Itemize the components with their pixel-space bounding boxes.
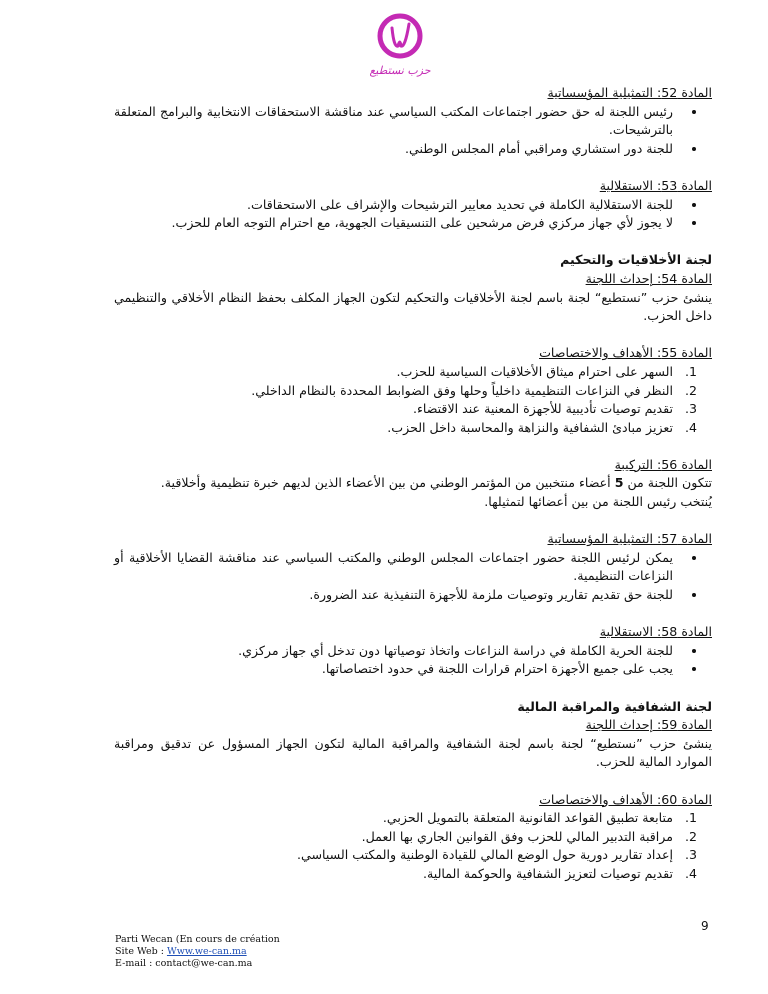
footer-party-name: Parti Wecan (En cours de création <box>115 934 280 945</box>
list-item: 3. تقديم توصيات تأديبية للأجهزة المعنية عند الاقتضاء. <box>114 400 681 419</box>
article-53-list <box>114 196 712 233</box>
list-item: 4. تعزيز مبادئ الشفافية والنزاهة والمحاسبة داخل الحزب. <box>114 419 681 438</box>
article-54-text: ينشئ حزب ”نستطيع“ لجنة باسم لجنة الأخلاقيات والتحكيم لتكون الجهاز المكلف بحفظ النظام الأخلاقي والتنظيمي داخل الحزب. <box>114 289 712 324</box>
list-item: 2. مراقبة التدبير المالي للحزب وفق القوانين الجاري بها العمل. <box>114 828 681 847</box>
list-item: • للجنة حق تقديم تقارير وتوصيات ملزمة للأجهزة التنفيذية عند الضرورة. <box>114 586 681 605</box>
list-item: • يجب على جميع الأجهزة احترام قرارات اللجنة في حدود اختصاصاتها. <box>114 660 681 679</box>
footer-website: Site Web : Www.we-can.ma <box>115 946 247 958</box>
list-item: 4. تقديم توصيات لتعزيز الشفافية والحوكمة المالية. <box>114 865 681 884</box>
list-item: • للجنة الاستقلالية الكاملة في تحديد معايير الترشيحات والإشراف على الاستحقاقات. <box>114 196 681 215</box>
website-link[interactable]: Www.we-can.ma <box>166 946 247 958</box>
section-heading-ethics: لجنة الأخلاقيات والتحكيم <box>560 252 712 268</box>
article-58-title: المادة 58: الاستقلالية <box>599 624 712 640</box>
list-item: • لا يجوز لأي جهاز مركزي فرض مرشحين على التنسيقيات الجهوية، مع احترام التوجه العام للحزب. <box>114 214 681 233</box>
wecan-logo-icon <box>368 8 432 80</box>
list-item: • للجنة دور استشاري ومراقبي أمام المجلس الوطني. <box>114 140 681 159</box>
footer-email: E-mail : contact@we-can.ma <box>115 958 253 970</box>
party-logo <box>368 8 432 80</box>
list-item: 1. السهر على احترام ميثاق الأخلاقيات السياسية للحزب. <box>114 363 681 382</box>
article-54-title: المادة 54: إحداث اللجنة <box>585 270 712 286</box>
footer <box>115 934 280 971</box>
article-57-list <box>114 549 712 605</box>
article-52-title: المادة 52: التمثيلية المؤسساتية <box>547 85 712 100</box>
document-body <box>114 84 712 884</box>
article-60-list <box>114 809 712 883</box>
article-60-title: المادة 60: الأهداف والاختصاصات <box>539 791 712 807</box>
page-number: 9 <box>701 919 709 933</box>
logo-text: حزب نستطيع <box>369 64 431 77</box>
article-52-list <box>114 103 712 159</box>
article-56-title: المادة 56: التركيبة <box>614 456 712 472</box>
article-56-text-2: يُنتخب رئيس اللجنة من بين أعضائها لتمثيلها. <box>484 494 712 510</box>
article-56-text: تتكون اللجنة من 5 أعضاء منتخبين من المؤتمر الوطني من بين الأعضاء الذين لديهم خبرة تنظيمية وأخلاقية. <box>160 475 712 491</box>
article-57-title: المادة 57: التمثيلية المؤسساتية <box>547 531 712 547</box>
list-item: 1. متابعة تطبيق القواعد القانونية المتعلقة بالتمويل الحزبي. <box>114 809 681 828</box>
article-59-text: ينشئ حزب ”نستطيع“ لجنة باسم لجنة الشفافية والمراقبة المالية لتكون الجهاز المسؤول عن تدقيق ومراقبة الموارد المالية للحزب. <box>114 735 712 770</box>
list-item: • يمكن لرئيس اللجنة حضور اجتماعات المجلس الوطني والمكتب السياسي عند مناقشة القضايا الأخلاقية أو النزاعات التنظيمية. <box>114 549 681 586</box>
article-55-title: المادة 55: الأهداف والاختصاصات <box>539 345 712 361</box>
article-58-list <box>114 642 712 679</box>
article-59-title: المادة 59: إحداث اللجنة <box>585 717 712 733</box>
list-item: • للجنة الحرية الكاملة في دراسة النزاعات واتخاذ توصياتها دون تدخل أي جهاز مركزي. <box>114 642 681 661</box>
section-heading-finance: لجنة الشفافية والمراقبة المالية <box>517 698 712 714</box>
list-item: 2. النظر في النزاعات التنظيمية داخلياً وحلها وفق الضوابط المحددة بالنظام الداخلي. <box>114 382 681 401</box>
list-item: • رئيس اللجنة له حق حضور اجتماعات المكتب السياسي عند مناقشة الاستحقاقات الانتخابية والبرامج المتعلقة بالترشيحات. <box>114 103 681 140</box>
member-count: 5 <box>614 475 624 491</box>
article-53-title: المادة 53: الاستقلالية <box>599 177 712 193</box>
list-item: 3. إعداد تقارير دورية حول الوضع المالي للقيادة الوطنية والمكتب السياسي. <box>114 846 681 865</box>
article-55-list <box>114 363 712 437</box>
